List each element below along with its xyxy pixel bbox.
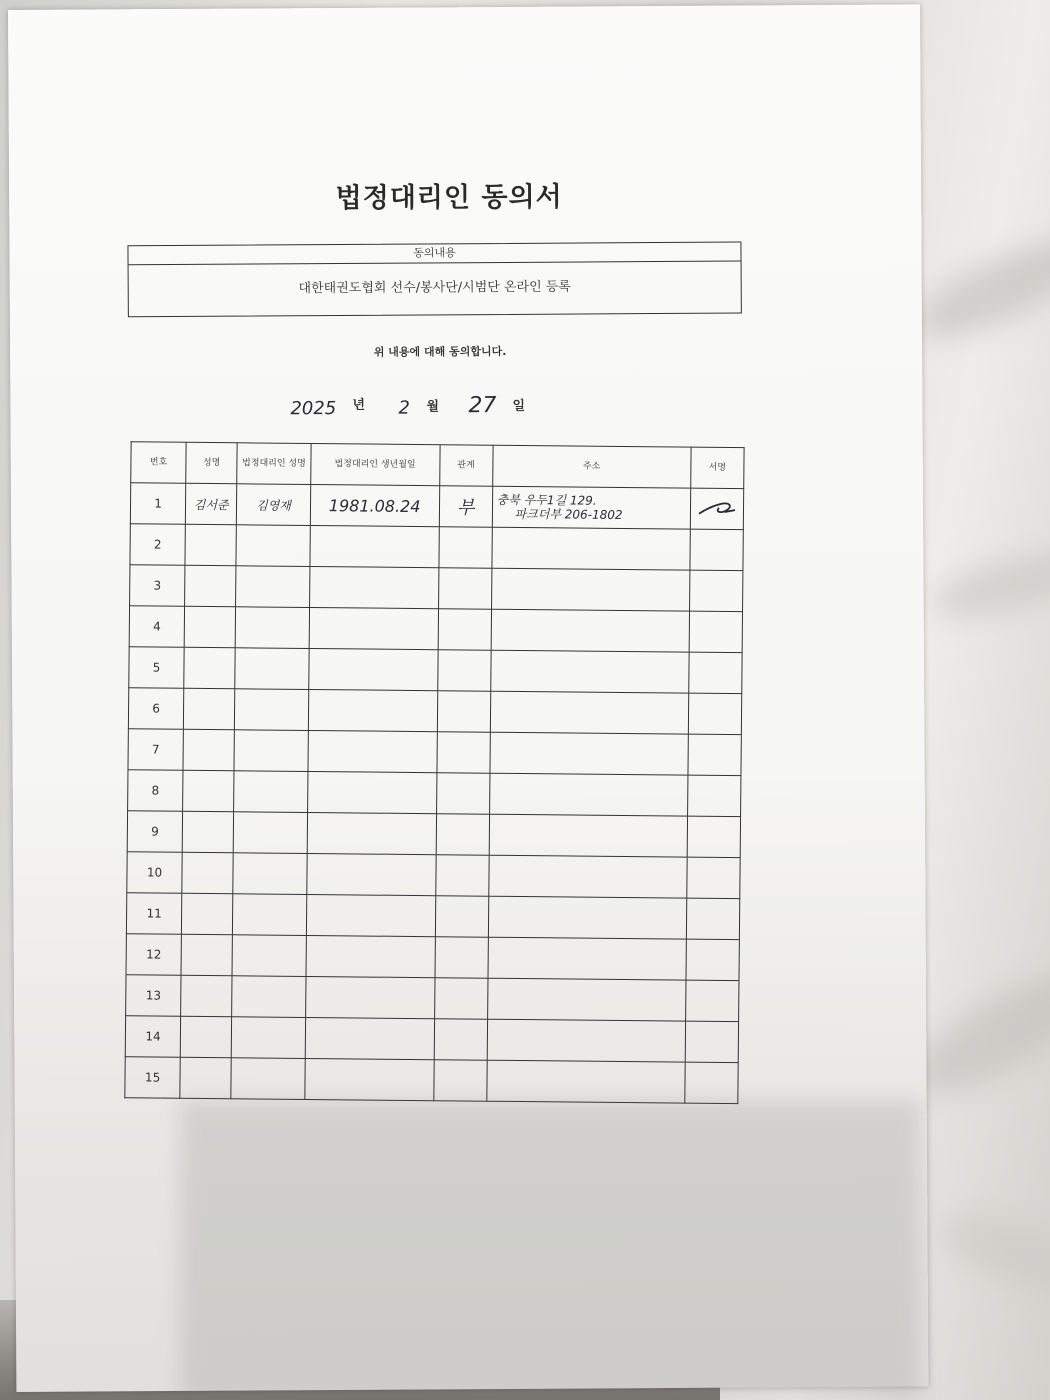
cell-signature [685, 980, 739, 1022]
background-marble-vein [934, 1198, 1050, 1302]
address-line-1: 충북 우두1길 129. [496, 492, 597, 508]
cell-guardian-name [231, 1058, 305, 1100]
table-row [126, 934, 739, 981]
cell-relation [438, 609, 492, 651]
cell-guardian-birth [305, 1017, 434, 1059]
cell-guardian-name [235, 607, 309, 649]
agreement-statement: 위 내용에 대해 동의합니다. [373, 344, 507, 359]
cell-number: 1 [130, 483, 186, 525]
cell-guardian-birth [307, 812, 436, 854]
cell-relation [436, 773, 490, 815]
cell-name [180, 1057, 231, 1098]
cell-guardian-birth [309, 607, 438, 649]
cell-address [488, 896, 687, 939]
cell-address [492, 527, 691, 570]
cell-name [184, 647, 235, 688]
table-row [128, 770, 741, 817]
cell-name [184, 606, 235, 647]
cell-number: 5 [129, 647, 185, 689]
cell-name [185, 565, 236, 606]
cell-guardian-birth [306, 935, 435, 977]
cell-address [492, 486, 691, 529]
header-guardian-birth: 법정대리인 생년월일 [311, 443, 440, 485]
cell-relation [433, 1060, 487, 1102]
cell-relation [437, 650, 491, 692]
cell-name [180, 1016, 231, 1057]
cell-guardian-birth [305, 1058, 434, 1100]
consent-content-header: 동의내용 [128, 243, 740, 266]
cell-name [181, 975, 232, 1016]
cell-relation: 부 [439, 486, 493, 528]
cell-signature [685, 1062, 739, 1104]
cell-relation [436, 732, 490, 774]
header-number: 번호 [131, 442, 187, 484]
date-month: 2 [398, 397, 410, 419]
cell-number: 9 [127, 811, 183, 853]
header-address: 주소 [492, 445, 691, 488]
background-marble-vein [926, 540, 1050, 630]
table-row [128, 688, 741, 735]
table-row [126, 975, 739, 1022]
cell-address [487, 978, 686, 1021]
cell-signature [689, 652, 743, 694]
cell-number: 14 [125, 1016, 181, 1058]
cell-guardian-name [236, 525, 310, 567]
cell-address [491, 568, 690, 611]
cell-name: 김서준 [185, 483, 236, 524]
cell-number: 2 [130, 524, 186, 566]
cell-guardian-name: 김영재 [237, 484, 311, 526]
background-marble-vein [906, 225, 1050, 355]
document-title: 법정대리인 동의서 [335, 181, 563, 215]
header-signature: 서명 [691, 447, 745, 489]
cell-number: 3 [130, 565, 186, 607]
cell-guardian-name [232, 935, 306, 977]
cell-address [488, 855, 687, 898]
date-year-unit: 년 [352, 397, 366, 413]
date-day: 27 [468, 393, 497, 419]
cell-guardian-name [233, 894, 307, 936]
registration-table [124, 441, 744, 1104]
cell-number: 11 [126, 893, 182, 935]
cell-signature [686, 939, 740, 981]
cell-guardian-birth [309, 566, 438, 608]
consent-content-body: 대한태권도협회 선수/봉사단/시범단 온라인 등록 [298, 279, 571, 297]
cell-relation [435, 855, 489, 897]
table-row [129, 606, 742, 653]
cell-guardian-birth [306, 894, 435, 936]
consent-content-box [127, 242, 741, 318]
cell-address [488, 937, 687, 980]
cell-number: 8 [128, 770, 184, 812]
cell-signature [687, 857, 741, 899]
cell-relation [437, 691, 491, 733]
cell-address [487, 1019, 686, 1062]
cell-name [183, 770, 234, 811]
photo-shadow [180, 1100, 920, 1400]
cell-name [182, 852, 233, 893]
cell-signature [688, 693, 742, 735]
cell-guardian-birth [305, 976, 434, 1018]
cell-signature [690, 488, 744, 530]
cell-guardian-birth [307, 853, 436, 895]
cell-relation [434, 1019, 488, 1061]
table-row [126, 893, 739, 940]
header-name: 성명 [186, 442, 237, 483]
table-row [130, 483, 743, 530]
cell-name [181, 934, 232, 975]
cell-guardian-name [236, 566, 310, 608]
date-month-unit: 월 [426, 399, 440, 415]
handwritten-signature-icon [695, 495, 739, 519]
cell-guardian-birth [308, 730, 437, 772]
cell-guardian-name [231, 1017, 305, 1059]
cell-signature [689, 570, 743, 612]
cell-signature [687, 775, 741, 817]
cell-address [490, 650, 689, 693]
cell-guardian-name [234, 771, 308, 813]
cell-signature [689, 611, 743, 653]
table-row [130, 565, 743, 612]
cell-guardian-name [232, 976, 306, 1018]
cell-signature [686, 898, 740, 940]
date-day-unit: 일 [512, 398, 526, 414]
table-header-row [131, 442, 744, 489]
cell-relation [435, 937, 489, 979]
table-row [127, 811, 740, 858]
cell-address [490, 732, 689, 775]
cell-name [184, 688, 235, 729]
cell-guardian-birth [310, 525, 439, 567]
cell-guardian-birth [307, 771, 436, 813]
address-line-2: 파크더부 206-1802 [514, 506, 623, 522]
table-row [130, 524, 743, 571]
date-line [290, 386, 590, 428]
header-relation: 관계 [439, 445, 493, 487]
cell-address [486, 1060, 685, 1103]
table-row [125, 1016, 738, 1063]
cell-number: 7 [128, 729, 184, 771]
cell-guardian-name [233, 853, 307, 895]
cell-relation [438, 527, 492, 569]
cell-signature [690, 529, 744, 571]
cell-guardian-birth: 1981.08.24 [310, 484, 439, 526]
cell-number: 13 [126, 975, 182, 1017]
table-row [127, 852, 740, 899]
table-row [125, 1057, 738, 1104]
cell-guardian-name [235, 689, 309, 731]
cell-name [182, 893, 233, 934]
cell-relation [435, 896, 489, 938]
cell-guardian-name [235, 648, 309, 690]
cell-signature [687, 816, 741, 858]
cell-address [489, 773, 688, 816]
cell-guardian-birth [309, 648, 438, 690]
cell-signature [685, 1021, 739, 1063]
cell-name [182, 811, 233, 852]
cell-name [183, 729, 234, 770]
cell-guardian-birth [308, 689, 437, 731]
cell-number: 12 [126, 934, 182, 976]
cell-address [491, 609, 690, 652]
cell-relation [436, 814, 490, 856]
table-row [129, 647, 742, 694]
table-row [128, 729, 741, 776]
cell-guardian-name [234, 730, 308, 772]
cell-number: 6 [128, 688, 184, 730]
header-guardian-name: 법정대리인 성명 [237, 443, 311, 485]
cell-number: 10 [127, 852, 183, 894]
date-year: 2025 [290, 398, 337, 420]
cell-guardian-name [233, 812, 307, 854]
cell-address [490, 691, 689, 734]
cell-name [185, 524, 236, 565]
cell-address [489, 814, 688, 857]
cell-number: 4 [129, 606, 185, 648]
cell-relation [434, 978, 488, 1020]
cell-number: 15 [125, 1057, 181, 1099]
cell-signature [688, 734, 742, 776]
cell-relation [438, 568, 492, 610]
